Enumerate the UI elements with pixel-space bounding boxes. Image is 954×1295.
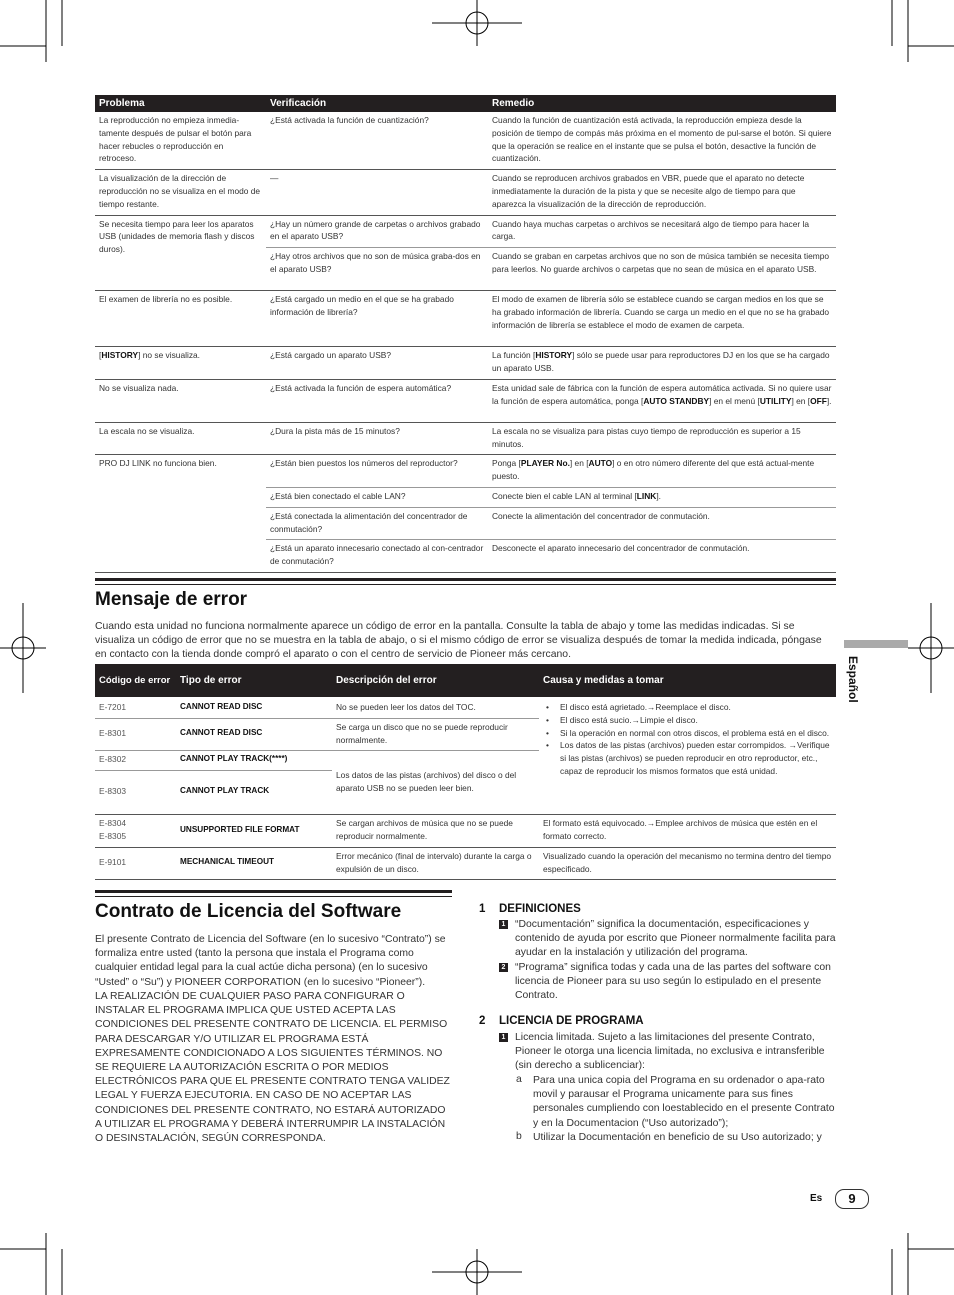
header-problem: Problema <box>95 95 266 112</box>
problem-cell: PRO DJ LINK no funciona bien. <box>95 455 266 573</box>
remedy-cell: El modo de examen de librería sólo se establece cuando se cargan medios en los que se ha grabado información de librería. Cuando se carga un medio en el que no se ha grabado información de librería se establece el modo de examen de carpeta. <box>488 291 836 347</box>
remedy-cell: Cuando se reproducen archivos grabados en VBR, puede que el aparato no detecte inmediatamente la duración de la pista y que se necesite algo de tiempo para que aparezca la visualización de la dirección de reproducción. <box>488 170 836 215</box>
error-code: E-8303 <box>95 771 176 815</box>
error-cause <box>539 697 836 815</box>
error-description: Los datos de las pistas (archivos) del disco o del aparato USB no se pueden leer bien. <box>332 751 539 815</box>
error-description: No se pueden leer los datos del TOC. <box>332 697 539 718</box>
error-code: E-8301 <box>95 718 176 751</box>
error-type: UNSUPPORTED FILE FORMAT <box>176 815 332 848</box>
remedy-cell: Ponga [PLAYER No.] en [AUTO] o en otro número diferente del que está actual-mente puesto. <box>488 455 836 488</box>
sub-item-letter: b <box>516 1131 522 1142</box>
header-remedy: Remedio <box>488 95 836 112</box>
language-tab-label: Español <box>846 656 860 703</box>
remedy-cell: Cuando haya muchas carpetas o archivos se necesitará algo de tiempo para hacer la carga. <box>488 215 836 248</box>
problem-cell: No se visualiza nada. <box>95 379 266 422</box>
verification-cell: ¿Está un aparato innecesario conectado al con-centrador de conmutación? <box>266 540 488 573</box>
troubleshooting-table <box>95 95 836 573</box>
footer-language: Es <box>810 1193 823 1204</box>
cause-item: • Los datos de las pistas (archivos) pueden estar corrompidos. →Verifique si las pistas (archivos) se pueden reproducir en otro reproductor, etc., capaz de reproducir los mismos formatos que está unidad. <box>543 739 832 777</box>
cause-item: • El disco está agrietado.→Reemplace el disco. <box>543 701 832 714</box>
verification-cell: ¿Está activada la función de cuantización? <box>266 112 488 170</box>
error-description: Se cargan archivos de música que no se puede reproducir normalmente. <box>332 815 539 848</box>
verification-cell: ¿Dura la pista más de 15 minutos? <box>266 422 488 455</box>
page-number: 9 <box>835 1189 869 1209</box>
header-error-type: Tipo de error <box>176 664 332 697</box>
remedy-cell: Cuando la función de cuantización está activada, la reproducción empieza desde la posición de tiempo de compás más próxima en el momento de pul-sarse el botón. Si quiere que la operación se realice en el instante que se pulsa el botón, desactive la función de cuantización. <box>488 112 836 170</box>
remedy-cell: Cuando se graban en carpetas archivos que no son de música también se necesita tiempo para leerlos. No guarde archivos o carpetas que no sean de música en el aparato USB. <box>488 248 836 291</box>
verification-cell: ¿Está cargado un aparato USB? <box>266 347 488 380</box>
definition-item: “Programa” significa todas y cada una de las partes del software con licencia de Pioneer para su uso según lo estipulado en el presente Contrato. <box>515 962 831 1002</box>
problem-cell: Se necesita tiempo para leer los aparatos USB (unidades de memoria flash y discos duros). <box>95 215 266 291</box>
error-code: E-9101 <box>95 847 176 880</box>
verification-cell: ¿Hay un número grande de carpetas o archivos grabado en el aparato USB? <box>266 215 488 248</box>
problem-cell: La escala no se visualiza. <box>95 422 266 455</box>
error-code: E-7201 <box>95 697 176 718</box>
item-number-box: 1 <box>499 920 508 929</box>
program-license-heading: 2 LICENCIA DE PROGRAMA <box>479 1015 644 1027</box>
verification-cell: ¿Está cargado un medio en el que se ha grabado información de librería? <box>266 291 488 347</box>
error-type: CANNOT READ DISC <box>176 697 332 718</box>
cause-item: • Si la operación en normal con otros discos, el problema está en el disco. <box>543 727 832 740</box>
problem-cell: La reproducción no empieza inmedia-tamente después de pulsar el botón para hacer rebucles o reproducción en retroceso. <box>95 112 266 170</box>
error-type: CANNOT PLAY TRACK <box>176 771 332 815</box>
problem-cell: [HISTORY] no se visualiza. <box>95 347 266 380</box>
section-rule <box>95 896 452 897</box>
section-rule <box>95 578 836 581</box>
definitions-heading: 1 DEFINICIONES <box>479 903 581 915</box>
error-type: CANNOT READ DISC <box>176 718 332 751</box>
verification-cell: — <box>266 170 488 215</box>
section-rule <box>95 890 452 893</box>
error-type: CANNOT PLAY TRACK(****) <box>176 751 332 771</box>
license-sub-item: Para una unica copia del Programa en su ordenador o apa-rato movil y parausar el Programa unicamente para sus fines personales cumpliendo con loestablecido en el presente Contrato y en la Documentacion (“Uso autorizado”); <box>533 1075 835 1129</box>
header-error-code: Código de error <box>95 664 176 697</box>
header-error-cause: Causa y medidas a tomar <box>539 664 836 697</box>
problem-cell: La visualización de la dirección de reproducción no se visualiza en el modo de tiempo restante. <box>95 170 266 215</box>
remedy-cell: La escala no se visualiza para pistas cuyo tiempo de reproducción es superior a 15 minutos. <box>488 422 836 455</box>
verification-cell: ¿Están bien puestos los números del reproductor? <box>266 455 488 488</box>
verification-cell: ¿Está activada la función de espera automática? <box>266 379 488 422</box>
section-rule <box>95 584 836 585</box>
problem-cell: El examen de librería no es posible. <box>95 291 266 347</box>
header-verification: Verificación <box>266 95 488 112</box>
error-description: Se carga un disco que no se puede reproducir normalmente. <box>332 718 539 751</box>
error-code: E-8304 E-8305 <box>95 815 176 848</box>
remedy-cell: Conecte bien el cable LAN al terminal [LINK]. <box>488 487 836 507</box>
error-cause: El formato está equivocado.→Emplee archivos de música que estén en el formato correcto. <box>539 815 836 848</box>
error-code: E-8302 <box>95 751 176 771</box>
error-cause: Visualizado cuando la operación del mecanismo no termina dentro del tiempo especificado. <box>539 847 836 880</box>
license-title: Contrato de Licencia del Software <box>95 901 402 922</box>
remedy-cell: La función [HISTORY] sólo se puede usar para reproductores DJ en los que se ha cargado un aparato USB. <box>488 347 836 380</box>
remedy-cell: Esta unidad sale de fábrica con la función de espera automática activada. Si no quiere usar la función de espera automática, ponga [AUTO STANDBY] en el menú [UTILITY] en [OFF]. <box>488 379 836 422</box>
license-intro: El presente Contrato de Licencia del Software (en lo sucesivo “Contrato”) se formaliza entre usted (tanto la persona que instala el Programa como cualquier entidad legal para la cual actúe dicha persona) (en lo sucesivo “Usted” o “Su”) y PIONEER CORPORATION (en lo sucesivo “Pioneer”). <box>95 934 446 988</box>
error-description: Error mecánico (final de intervalo) durante la carga o expulsión de un disco. <box>332 847 539 880</box>
error-section-title: Mensaje de error <box>95 589 248 610</box>
verification-cell: ¿Está bien conectado el cable LAN? <box>266 487 488 507</box>
item-number-box: 1 <box>499 1033 508 1042</box>
definition-item: “Documentación” significa la documentación, especificaciones y contenido de ayuda por escrito que Pioneer normalmente facilita para ayudar en la instalación y utilización del programa. <box>515 919 836 959</box>
verification-cell: ¿Hay otros archivos que no son de música graba-dos en el aparato USB? <box>266 248 488 291</box>
license-item: Licencia limitada. Sujeto a las limitaciones del presente Contrato, Pioneer le otorga una licencia limitada, no exclusiva e intransferible (sin derecho a sublicenciar): <box>515 1032 825 1072</box>
header-error-description: Descripción del error <box>332 664 539 697</box>
verification-cell: ¿Está conectada la alimentación del concentrador de conmutación? <box>266 507 488 540</box>
license-sub-item: Utilizar la Documentación en beneficio de su Uso autorizado; y <box>533 1132 822 1143</box>
cause-item: • El disco está sucio.→Limpie el disco. <box>543 714 832 727</box>
error-type: MECHANICAL TIMEOUT <box>176 847 332 880</box>
item-number-box: 2 <box>499 963 508 972</box>
remedy-cell: Conecte la alimentación del concentrador de conmutación. <box>488 507 836 540</box>
error-code-table <box>95 664 836 880</box>
language-tab-bar <box>844 640 908 648</box>
sub-item-letter: a <box>516 1074 522 1085</box>
license-caps-text: LA REALIZACIÓN DE CUALQUIER PASO PARA CONFIGURAR O INSTALAR EL PROGRAMA IMPLICA QUE USTED ACEPTA LAS CONDICIONES DEL PRESENTE CONTRATO DE LICENCIA. EL PERMISO PARA DESCARGAR Y/O UTILIZAR EL PROGRAMA ESTÁ EXPRESAMENTE CONDICIONADO A LOS SIGUIENTES TÉRMINOS. NO SE REQUIERE LA AUTORIZACIÓN ESCRITA O POR MEDIOS ELECTRÓNICOS PARA QUE EL PRESENTE CONTRATO TENGA VALIDEZ LEGAL Y FUERZA EJECUTORIA. EN CASO DE NO ACEPTAR LAS CONDICIONES DEL PRESENTE CONTRATO, NO ESTARÁ AUTORIZADO A UTILIZAR EL PROGRAMA Y DEBERÁ INTERRUMPIR LA INSTALACIÓN O DESINSTALACIÓN, SEGÚN CORRESPONDA. <box>95 991 450 1145</box>
error-intro: Cuando esta unidad no funciona normalmente aparece un código de error en la pantalla. Consulte la tabla de abajo y tome las medidas indicadas. Si se visualiza un código de error que no se muestra en la tabla de abajo, o si el mismo código de error se visualiza después de tomar la medida indicada, póngase en contacto con la tienda donde compró el aparato o con el centro de servicio de Pioneer más cercano. <box>95 621 822 661</box>
remedy-cell: Desconecte el aparato innecesario del concentrador de conmutación. <box>488 540 836 573</box>
